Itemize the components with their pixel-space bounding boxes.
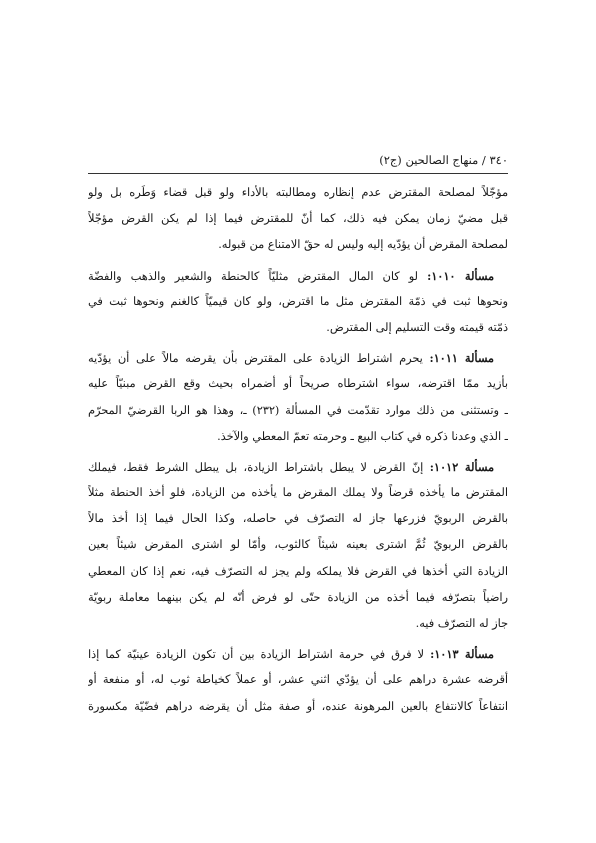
issue-number: مسألة ١٠١١: (429, 351, 494, 366)
text-line (88, 263, 508, 289)
running-head-text: ٣٤٠ / منهاج الصالحين (ج٢) (379, 153, 508, 167)
issue-text: لا فرق في حرمة اشتراط الزيادة بين أن تكون الزيادة عينيّة كما إذا (88, 648, 431, 662)
text-line: ونحوها ثبت في ذمّة المقترض مثل ما اقترض، ولو كان قيميّاً كالغنم ونحوها ثبت في (88, 294, 508, 308)
issue-paragraph (88, 263, 508, 342)
text-line: جاز له التصرّف فيه. (415, 617, 508, 630)
text-line: بالقرض الربويّ فزرعها جاز له التصرّف في حاصله، وكذا الحال فيما إذا أخذ مالاً (88, 512, 508, 526)
text-line: ذمّته قيمته وقت التسليم إلى المقترض. (326, 320, 508, 334)
text-line: ـ الذي وعدنا ذكره في كتاب البيع ـ وحرمته تعمّ المعطي والآخذ. (217, 429, 508, 443)
text-line (88, 454, 508, 480)
text-line: راضياً بتصرّفه فيما أخذه من الزيادة حتّى لو فرض أنّه لم يكن بينهما معاملة ربويّة (88, 590, 508, 604)
text-line: انتفاعاً كالانتفاع بالعين المرهونة عنده، أو صفة مثل أن يقرضه دراهم فضّيّة مكسورة (88, 699, 508, 713)
text-line: لمصلحة المقرض أن يؤدّيه إليه وليس له حقّ الامتناع من قبوله. (218, 238, 508, 252)
issue-number: مسألة ١٠١٣: (430, 647, 494, 662)
text-line: مؤجّلاً لمصلحة المقترض عدم إنظاره ومطالبته بالأداء ولو قبل قضاء وَطَره بل ولو (88, 186, 508, 199)
issue-number: مسألة ١٠١٠: (427, 268, 494, 283)
text-line (88, 641, 508, 667)
issue-text: يحرم اشتراط الزيادة على المقترض بأن يقرضه مالاً على أن يؤدّيه (88, 352, 430, 366)
issue-text: لو كان المال المقترض مثليّاً كالحنطة والشعير والذهب والفضّة (88, 269, 428, 283)
text-line: بالقرض الربويّ ثُمَّ اشترى بعينه شيئاً كالثوب، وأمّا لو اشترى المقرض شيئاً بعين (88, 538, 508, 552)
issue-number: مسألة ١٠١٢: (429, 459, 494, 474)
issue-paragraph (88, 454, 508, 637)
text-line: أقرضه عشرة دراهم على أن يؤدّي اثني عشر، أو عملاً كخياطة ثوب له، أو منفعة أو (88, 673, 508, 687)
header-rule (88, 173, 508, 174)
text-line: الزيادة التي أخذها في القرض فلا يملكه ولم يجز له التصرّف فيه، نعم إذا كان المعطي (88, 564, 508, 578)
text-line: قبل مضيّ زمان يمكن فيه ذلك، كما أنّ للمقترض فيما إذا لم يكن القرض مؤجّلاً (88, 212, 508, 226)
text-line: ـ وتستثنى من ذلك موارد تقدّمت في المسألة (٢٣٢) ـ، وهذا هو الربا القرضيّ المحرّم (88, 403, 508, 417)
text-line: المقترض ما يأخذه قرضاً ولا يملك المقرض ما يأخذه من الزيادة، فلو أخذ الحنطة مثلاً (88, 486, 508, 500)
issue-text: إنّ القرض لا يبطل باشتراط الزيادة، بل يبطل الشرط فقط، فيملك (88, 460, 430, 474)
paragraph (88, 180, 508, 259)
issue-paragraph (88, 641, 508, 720)
text-line (88, 345, 508, 371)
page-body (88, 180, 508, 724)
text-line: بأزيد ممّا اقترضه، سواء اشترطاه صريحاً أو أضمراه بحيث وقع القرض مبنيّاً عليه (88, 377, 508, 391)
issue-paragraph (88, 345, 508, 450)
running-head (88, 152, 508, 168)
